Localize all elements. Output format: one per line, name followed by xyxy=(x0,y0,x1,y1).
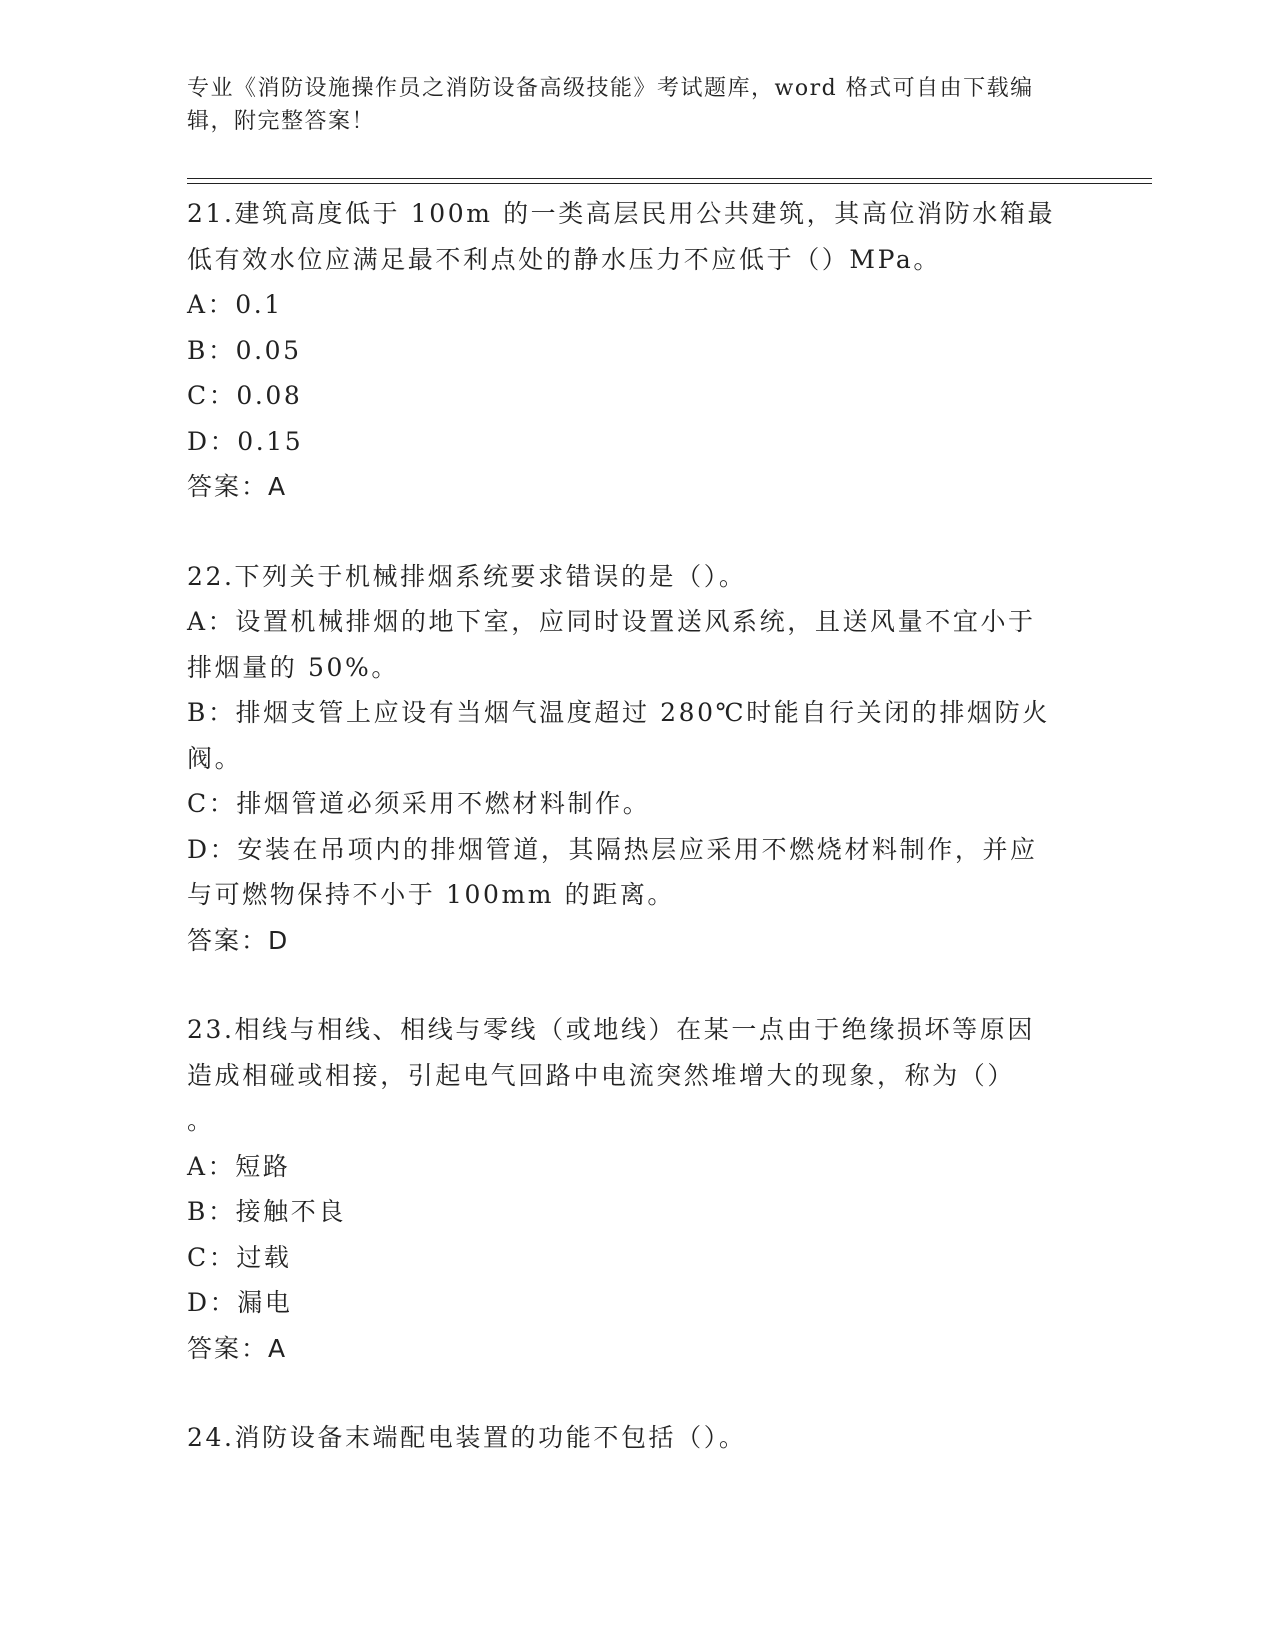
option-b: B：0.05 xyxy=(187,335,302,365)
question-text-line: 造成相碰或相接，引起电气回路中电流突然堆增大的现象，称为（） xyxy=(187,1060,1016,1090)
question-list xyxy=(187,191,1087,1505)
option-d: D：0.15 xyxy=(187,426,304,456)
option-c: C：过载 xyxy=(187,1242,292,1272)
question-text-line: 。 xyxy=(187,1106,215,1135)
option-d: D：安装在吊项内的排烟管道，其隔热层应采用不燃烧材料制作，并应 xyxy=(187,834,1038,864)
document-header xyxy=(187,72,1067,138)
question-text-line: 低有效水位应满足最不利点处的静水压力不应低于（）MPa。 xyxy=(187,244,942,274)
option-d: D：漏电 xyxy=(187,1288,293,1317)
option-a-continued: 排烟量的 50%。 xyxy=(187,652,399,682)
question-text-line: 21.建筑高度低于 100m 的一类高层民用公共建筑，其高位消防水箱最 xyxy=(187,199,1056,228)
option-a: A：设置机械排烟的地下室，应同时设置送风系统，且送风量不宜小于 xyxy=(187,607,1036,636)
answer-label: 答案：A xyxy=(187,1333,288,1363)
question-text-line: 23.相线与相线、相线与零线（或地线）在某一点由于绝缘损坏等原因 xyxy=(187,1015,1035,1044)
option-b: B：排烟支管上应设有当烟气温度超过 280℃时能自行关闭的排烟防火 xyxy=(187,698,1050,727)
question-text-line: 24.消防设备末端配电装置的功能不包括（）。 xyxy=(187,1423,747,1452)
question-22 xyxy=(187,554,1087,964)
option-b-continued: 阀。 xyxy=(187,743,243,773)
option-c: C：排烟管道必须采用不燃材料制作。 xyxy=(187,789,651,818)
question-24 xyxy=(187,1415,1087,1461)
header-line-1: 专业《消防设施操作员之消防设备高级技能》考试题库，word 格式可自由下载编 xyxy=(187,76,1034,101)
answer-label: 答案：A xyxy=(187,472,288,501)
option-c: C：0.08 xyxy=(187,381,303,410)
option-a: A：短路 xyxy=(187,1151,291,1181)
option-a: A：0.1 xyxy=(187,290,283,319)
header-line-2: 辑，附完整答案！ xyxy=(187,109,376,134)
option-b: B：接触不良 xyxy=(187,1197,346,1226)
header-divider-bottom xyxy=(187,183,1152,184)
header-divider-top xyxy=(187,178,1152,179)
question-23 xyxy=(187,1007,1087,1371)
answer-label: 答案：D xyxy=(187,925,290,955)
option-d-continued: 与可燃物保持不小于 100mm 的距离。 xyxy=(187,880,676,909)
question-text-line: 22.下列关于机械排烟系统要求错误的是（）。 xyxy=(187,561,747,591)
question-21 xyxy=(187,191,1087,510)
